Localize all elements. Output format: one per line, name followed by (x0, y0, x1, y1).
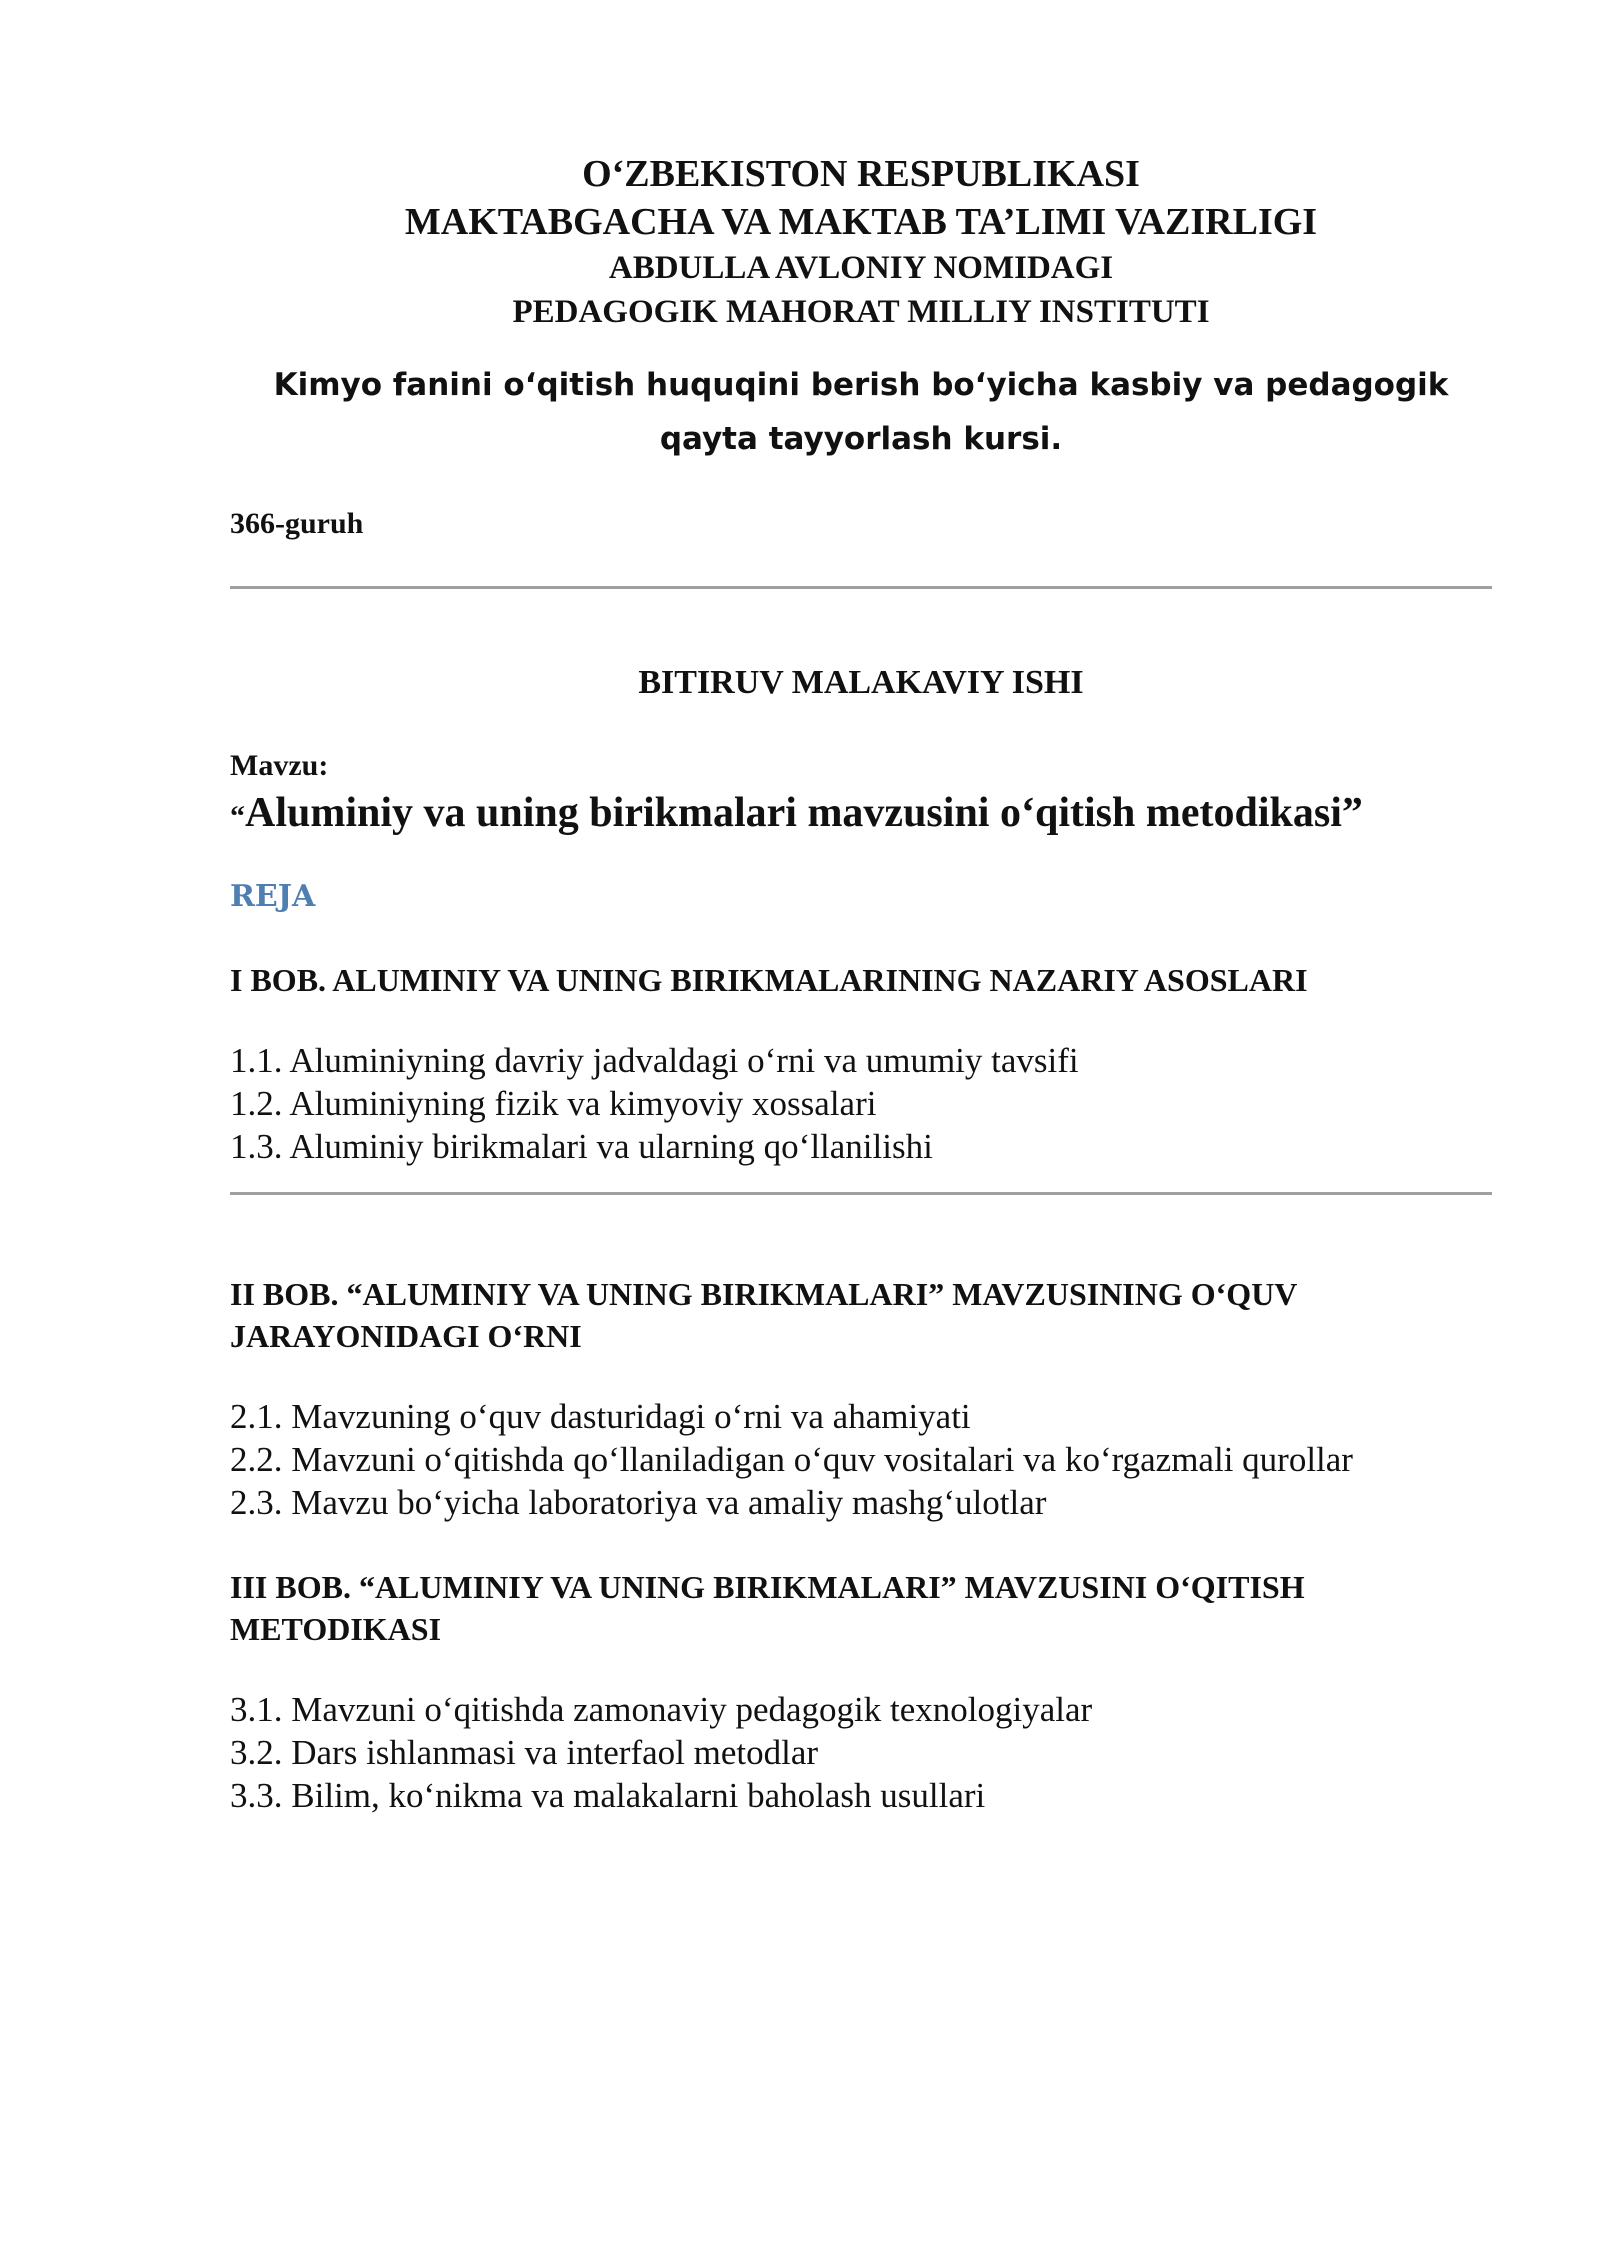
list-item: 3.3. Bilim, ko‘nikma va malakalarni baholash usullari (230, 1776, 986, 1815)
divider (230, 586, 1492, 589)
divider (230, 1192, 1492, 1195)
group-number: 366-guruh (230, 507, 364, 540)
topic-open-quote: “ (230, 800, 245, 833)
chapter-1-title: I BOB. ALUMINIY VA UNING BIRIKMALARINING NAZARIY ASOSLARI (230, 962, 1308, 998)
list-item: 2.3. Mavzu bo‘yicha laboratoriya va amaliy mashg‘ulotlar (230, 1483, 1047, 1522)
topic-title-text: Aluminiy va uning birikmalari mavzusini o‘qitish metodikasi” (245, 790, 1363, 836)
list-item: 3.2. Dars ishlanmasi va interfaol metodlar (230, 1733, 819, 1772)
chapter-1-items (230, 1039, 1492, 1168)
institute-name-line2: PEDAGOGIK MAHORAT MILLIY INSTITUTI (512, 294, 1210, 330)
chapter-2-title: II BOB. “ALUMINIY VA UNING BIRIKMALARI” MAVZUSINING O‘QUV JARAYONIDAGI O‘RNI (230, 1276, 1297, 1354)
list-item: 3.1. Mavzuni o‘qitishda zamonaviy pedagogik texnologiyalar (230, 1690, 1093, 1729)
list-item: 1.3. Aluminiy birikmalari va ularning qo‘llanilishi (230, 1127, 933, 1166)
document-type: BITIRUV MALAKAVIY ISHI (638, 664, 1084, 701)
list-item: 2.1. Mavzuning o‘quv dasturidagi o‘rni va ahamiyati (230, 1397, 971, 1436)
country-title: O‘ZBEKISTON RESPUBLIKASI (582, 153, 1140, 195)
chapter-2-items (230, 1395, 1492, 1524)
list-item: 2.2. Mavzuni o‘qitishda qo‘llaniladigan o‘quv vositalari va ko‘rgazmali qurollar (230, 1440, 1353, 1479)
document-header (230, 150, 1492, 466)
list-item: 1.1. Aluminiyning davriy jadvaldagi o‘rni va umumiy tavsifi (230, 1041, 1079, 1080)
chapter-3-title: III BOB. “ALUMINIY VA UNING BIRIKMALARI” MAVZUSINI O‘QITISH METODIKASI (230, 1569, 1305, 1647)
course-title: Kimyo fanini o‘qitish huquqini berish bo‘yicha kasbiy va pedagogik qayta tayyorlash kursi. (273, 367, 1449, 457)
institute-name-line1: ABDULLA AVLONIY NOMIDAGI (608, 250, 1114, 286)
list-item: 1.2. Aluminiyning fizik va kimyoviy xossalari (230, 1084, 877, 1123)
topic-title (230, 787, 1492, 843)
plan-heading: REJA (230, 879, 316, 914)
chapter-3-items (230, 1688, 1492, 1817)
topic-label: Mavzu: (230, 749, 329, 782)
document-page (230, 150, 1492, 1817)
ministry-title: MAKTABGACHA VA MAKTAB TA’LIMI VAZIRLIGI (404, 201, 1318, 243)
